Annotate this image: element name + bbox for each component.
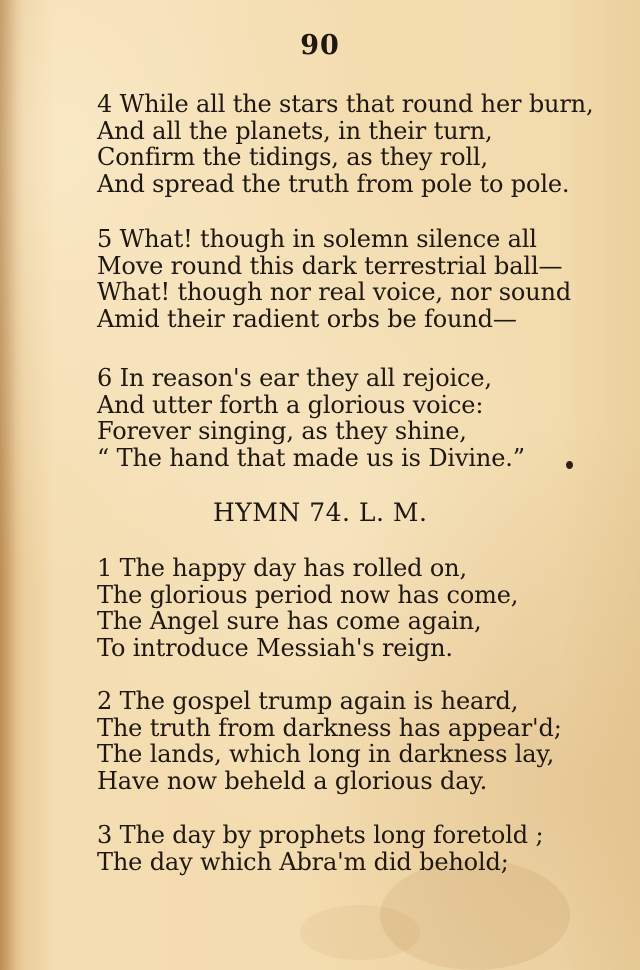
verse-line: And spread the truth from pole to pole. — [97, 169, 570, 198]
verse-line: 4 While all the stars that round her burn, — [97, 90, 594, 118]
ink-dot — [566, 461, 573, 469]
verse-6 — [97, 365, 567, 471]
verse-line: 3 The day by prophets long foretold ; — [97, 821, 544, 849]
page-number: 90 — [300, 30, 340, 61]
verse-line: “ The hand that made us is Divine.” — [97, 443, 525, 472]
verse-line: Move round this dark terrestrial ball— — [97, 251, 563, 280]
verse-line: Forever singing, as they shine, — [97, 417, 467, 445]
verse-line: Confirm the tidings, as they roll, — [97, 143, 488, 171]
verse-line: 6 In reason's ear they all rejoice, — [97, 364, 492, 392]
hymn-verse-3 — [97, 822, 567, 875]
verse-line: The glorious period now has come, — [97, 580, 519, 609]
paper-stain — [300, 905, 420, 960]
page-binding-edge — [0, 0, 24, 970]
hymn-heading: HYMN 74. L. M. — [213, 498, 428, 527]
verse-line: 2 The gospel trump again is heard, — [97, 687, 519, 715]
verse-line: Have now beheld a glorious day. — [97, 766, 488, 795]
hymn-verse-2 — [97, 688, 567, 794]
verse-line: The day which Abra'm did behold; — [97, 847, 509, 876]
verse-line: 1 The happy day has rolled on, — [97, 554, 467, 582]
verse-line: And all the planets, in their turn, — [97, 116, 493, 145]
paper-stain — [380, 860, 570, 970]
verse-5 — [97, 225, 572, 333]
verse-line: The Angel sure has come again, — [97, 607, 482, 635]
verse-line: Amid their radient orbs be found— — [97, 304, 517, 333]
verse-4 — [97, 90, 594, 198]
verse-line: The truth from darkness has appear'd; — [97, 713, 562, 742]
verse-line: 5 What! though in solemn silence all — [97, 225, 537, 253]
hymn-verse-1 — [97, 555, 567, 661]
verse-line: To introduce Messiah's reign. — [97, 633, 453, 662]
verse-line: What! though nor real voice, nor sound — [97, 278, 572, 306]
verse-line: The lands, which long in darkness lay, — [97, 740, 555, 768]
verse-line: And utter forth a glorious voice: — [97, 390, 484, 419]
